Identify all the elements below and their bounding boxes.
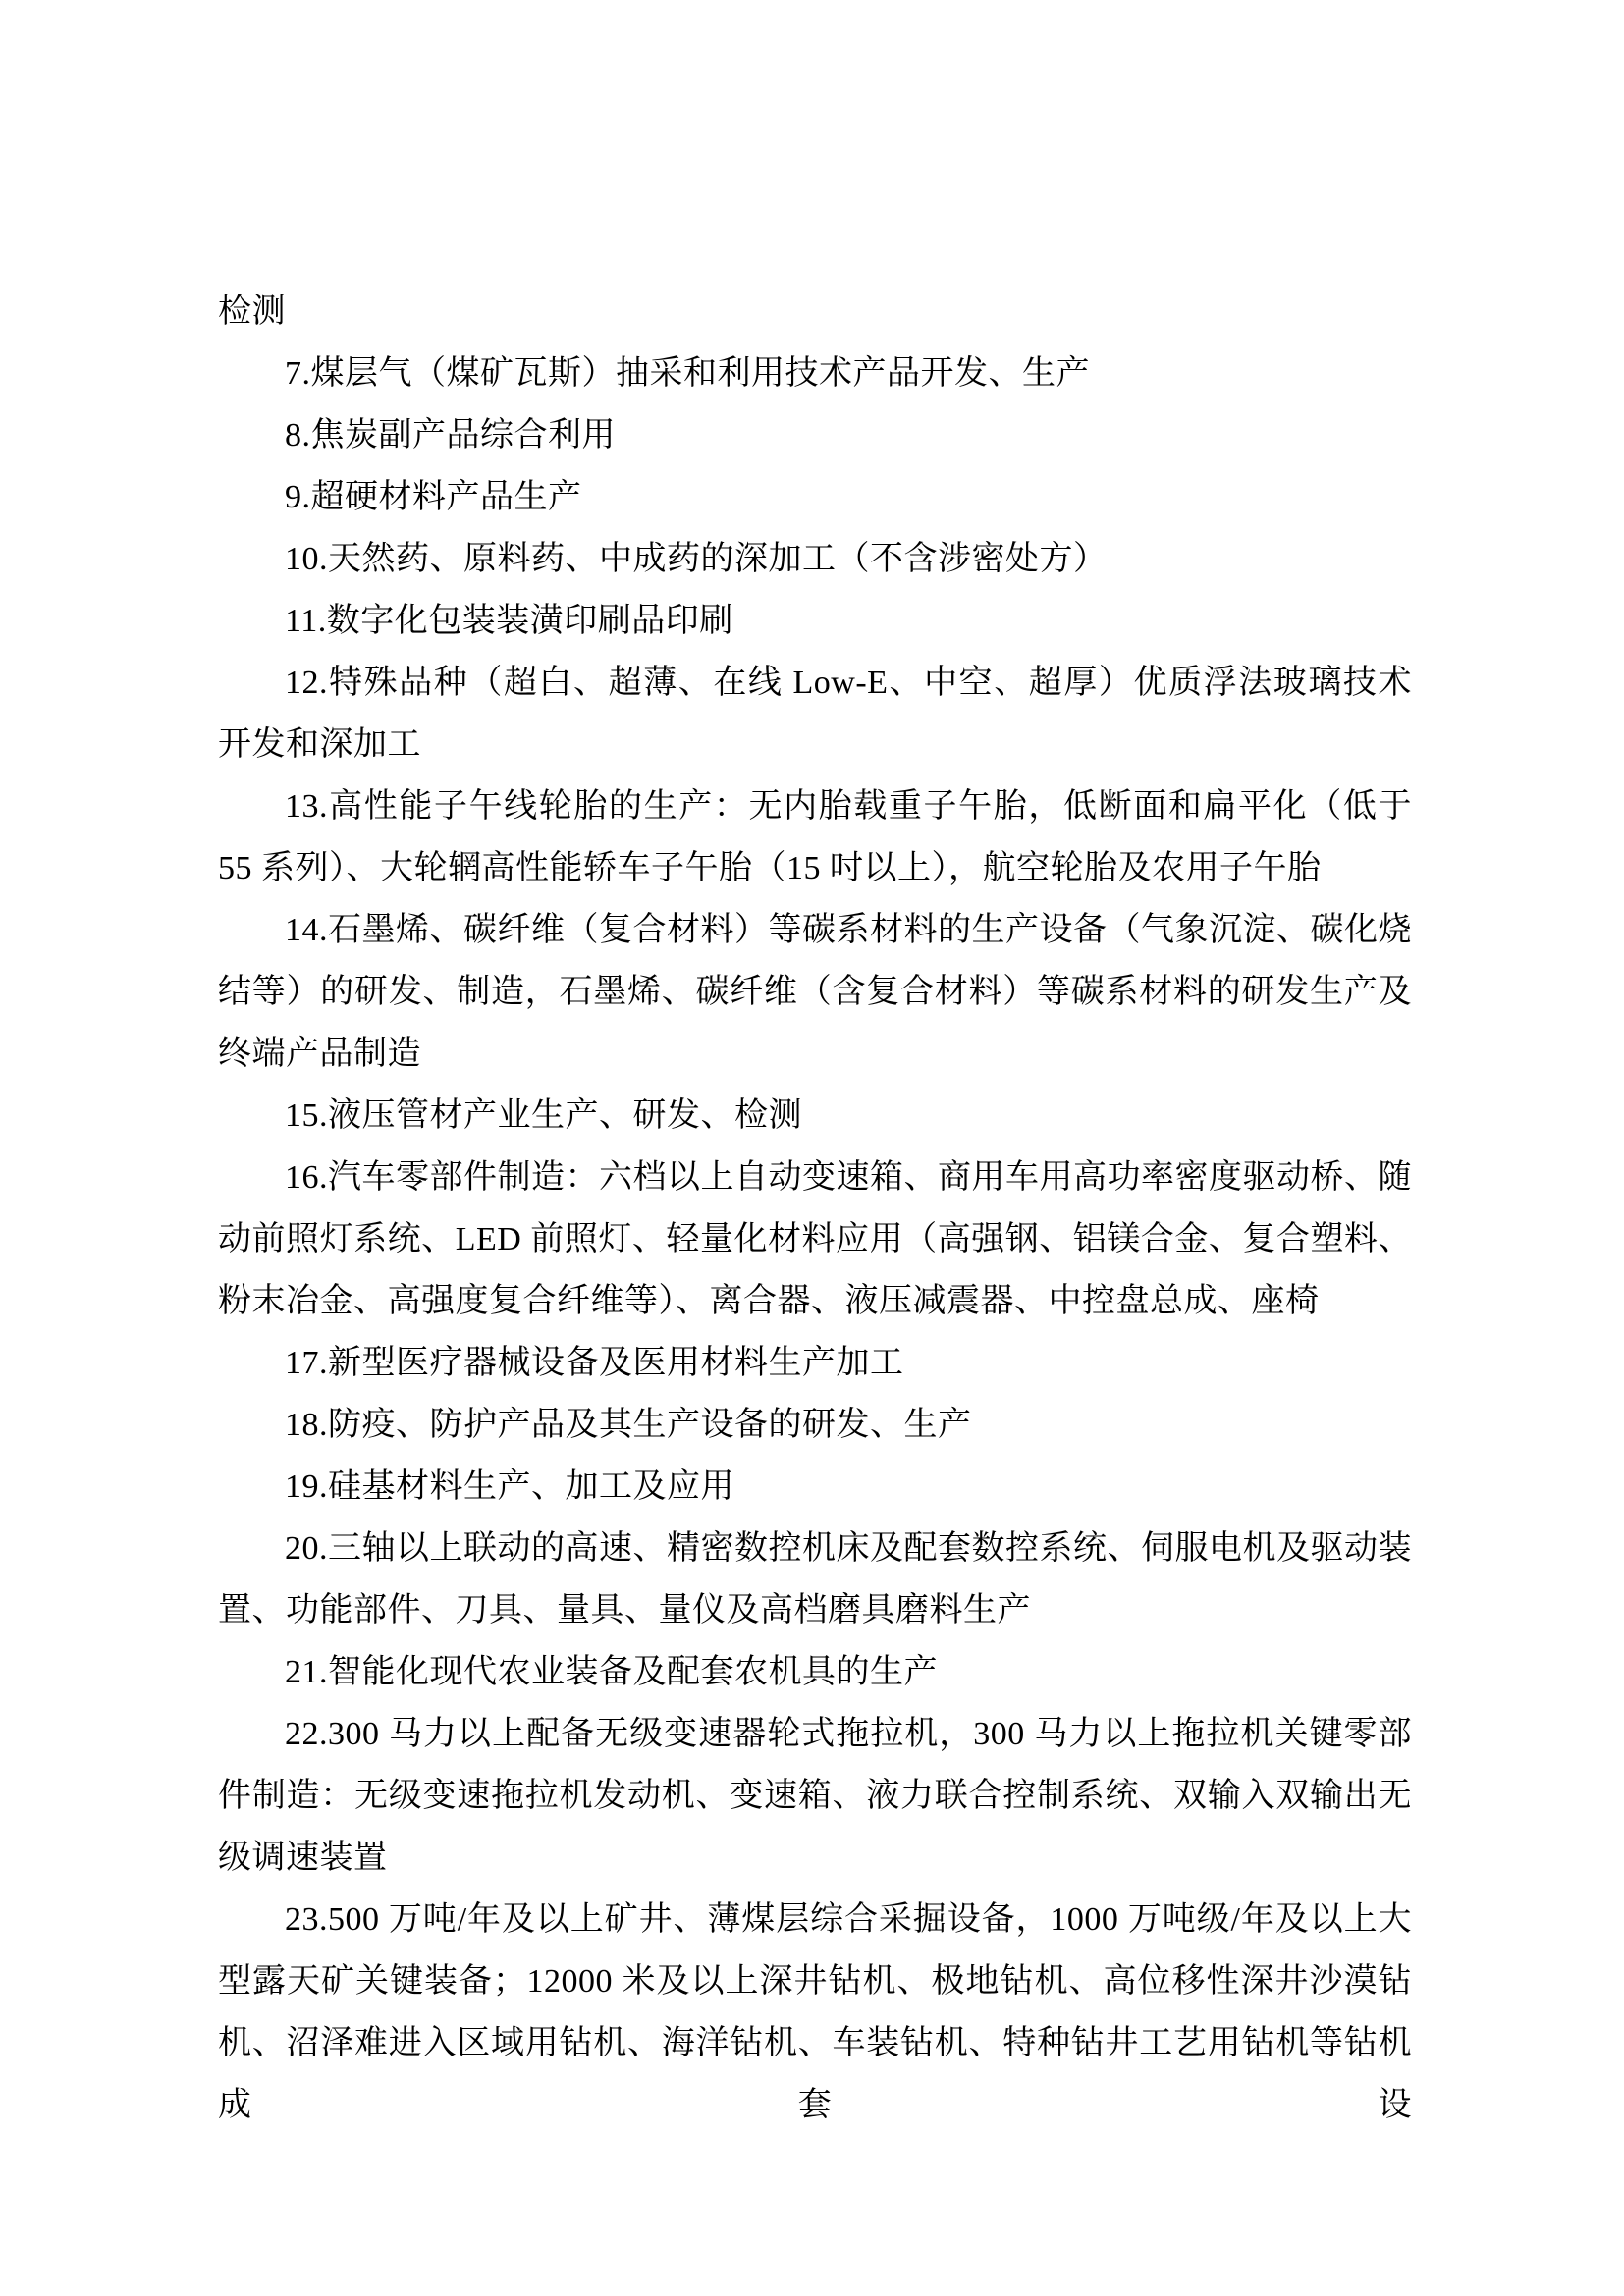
list-item-16: 16.汽车零部件制造：六档以上自动变速箱、商用车用高功率密度驱动桥、随动前照灯系统、LED 前照灯、轻量化材料应用（高强钢、铝镁合金、复合塑料、粉末冶金、高强度复合纤维等）、离合器、液压减震器、中控盘总成、座椅 <box>218 1159 1412 1319</box>
list-item-9: 9.超硬材料产品生产 <box>285 479 582 515</box>
list-item-20: 20.三轴以上联动的高速、精密数控机床及配套数控系统、伺服电机及驱动装置、功能部件、刀具、量具、量仪及高档磨具磨料生产 <box>218 1530 1412 1629</box>
list-item-10: 10.天然药、原料药、中成药的深加工（不含涉密处方） <box>285 541 1108 577</box>
paragraph-continuation: 检测 <box>218 294 286 330</box>
list-item-14: 14.石墨烯、碳纤维（复合材料）等碳系材料的生产设备（气象沉淀、碳化烧结等）的研发、制造，石墨烯、碳纤维（含复合材料）等碳系材料的研发生产及终端产品制造 <box>218 912 1412 1072</box>
list-item-18: 18.防疫、防护产品及其生产设备的研发、生产 <box>285 1407 972 1443</box>
list-item-13: 13.高性能子午线轮胎的生产：无内胎载重子午胎，低断面和扁平化（低于 55 系列）、大轮辋高性能轿车子午胎（15 吋以上），航空轮胎及农用子午胎 <box>218 788 1412 886</box>
text-block <box>218 281 1412 2136</box>
list-item-12: 12.特殊品种（超白、超薄、在线 Low-E、中空、超厚）优质浮法玻璃技术开发和深加工 <box>218 665 1412 763</box>
list-item-7: 7.煤层气（煤矿瓦斯）抽采和利用技术产品开发、生产 <box>285 355 1090 392</box>
list-item-23: 23.500 万吨/年及以上矿井、薄煤层综合采掘设备，1000 万吨级/年及以上大型露天矿关键装备；12000 米及以上深井钻机、极地钻机、高位移性深井沙漠钻机、沼泽难进入区域用钻机、海洋钻机、车装钻机、特种钻井工艺用钻机等钻机成套设 <box>218 1901 1412 2123</box>
list-item-17: 17.新型医疗器械设备及医用材料生产加工 <box>285 1345 904 1381</box>
list-item-11: 11.数字化包装装潢印刷品印刷 <box>285 603 733 639</box>
list-item-15: 15.液压管材产业生产、研发、检测 <box>285 1097 802 1134</box>
list-item-21: 21.智能化现代农业装备及配套农机具的生产 <box>285 1654 938 1690</box>
list-item-19: 19.硅基材料生产、加工及应用 <box>285 1468 734 1505</box>
list-item-22: 22.300 马力以上配备无级变速器轮式拖拉机，300 马力以上拖拉机关键零部件制造：无级变速拖拉机发动机、变速箱、液力联合控制系统、双输入双输出无级调速装置 <box>218 1716 1412 1876</box>
list-item-8: 8.焦炭副产品综合利用 <box>285 417 616 454</box>
